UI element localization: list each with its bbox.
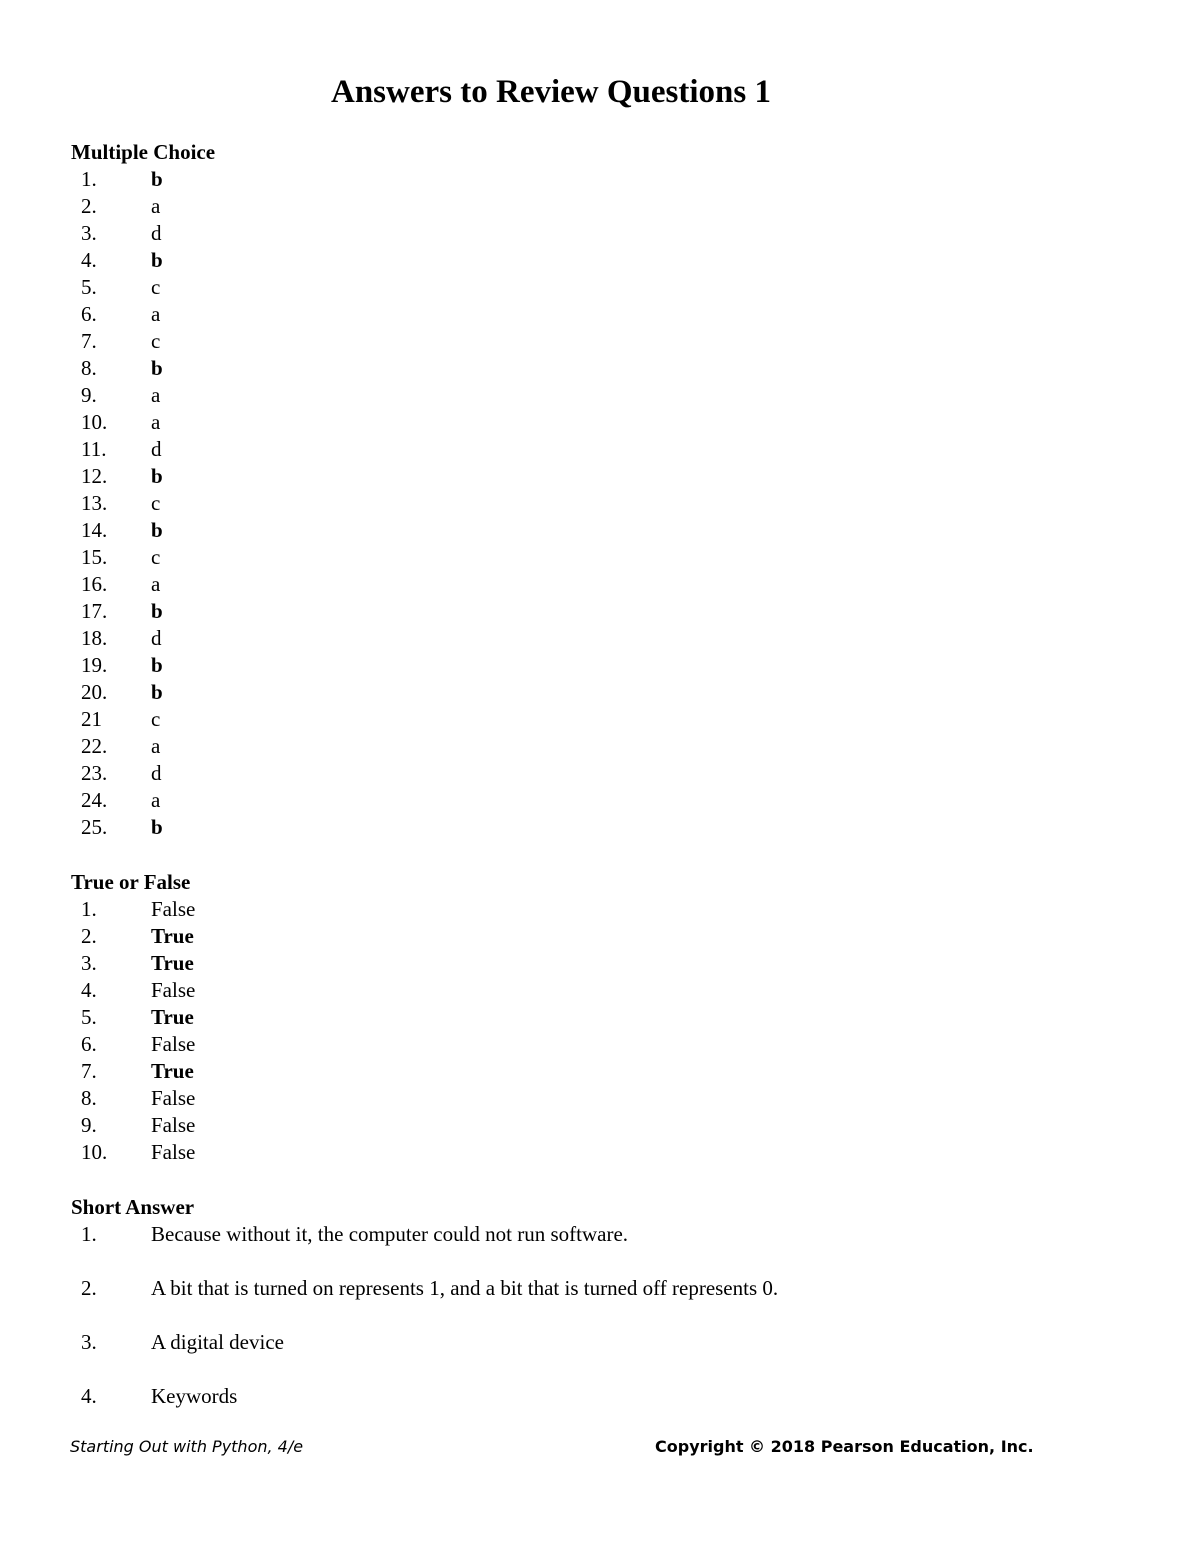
item-number: 13. <box>81 491 108 515</box>
item-answer: b <box>151 815 163 839</box>
item-answer: c <box>151 275 161 299</box>
item-number: 10. <box>81 410 108 434</box>
item-answer: True <box>151 1059 194 1083</box>
footer-copyright: Copyright © 2018 Pearson Education, Inc. <box>655 1437 1034 1456</box>
item-number: 9. <box>81 383 97 407</box>
item-number: 19. <box>81 653 108 677</box>
item-number: 10. <box>81 1140 108 1164</box>
short-answer-heading: Short Answer <box>71 1195 195 1219</box>
item-number: 1. <box>81 167 97 191</box>
footer-book-title: Starting Out with Python, 4/e <box>70 1437 304 1456</box>
item-number: 3. <box>81 221 97 245</box>
item-answer: A bit that is turned on represents 1, and a bit that is turned off represents 0. <box>151 1276 779 1300</box>
item-answer: c <box>151 329 161 353</box>
item-number: 7. <box>81 329 97 353</box>
item-number: 12. <box>81 464 108 488</box>
item-answer: True <box>151 951 194 975</box>
item-answer: d <box>151 761 162 785</box>
item-number: 3. <box>81 1330 97 1354</box>
item-number: 24. <box>81 788 108 812</box>
item-answer: b <box>151 680 163 704</box>
item-answer: a <box>151 410 161 434</box>
item-answer: b <box>151 248 163 272</box>
item-number: 16. <box>81 572 108 596</box>
item-answer: d <box>151 221 162 245</box>
item-answer: a <box>151 572 161 596</box>
item-answer: d <box>151 437 162 461</box>
item-answer: Because without it, the computer could not run software. <box>151 1222 629 1246</box>
item-answer: a <box>151 194 161 218</box>
item-answer: False <box>151 1032 196 1056</box>
item-answer: c <box>151 545 161 569</box>
item-answer: False <box>151 1086 196 1110</box>
item-number: 5. <box>81 1005 97 1029</box>
item-answer: False <box>151 978 196 1002</box>
item-answer: b <box>151 356 163 380</box>
item-answer: b <box>151 167 163 191</box>
item-answer: A digital device <box>151 1330 284 1354</box>
item-number: 9. <box>81 1113 97 1137</box>
true-false-heading: True or False <box>71 870 191 894</box>
item-number: 8. <box>81 356 97 380</box>
item-number: 15. <box>81 545 108 569</box>
item-number: 21 <box>81 707 102 731</box>
item-number: 2. <box>81 194 97 218</box>
item-answer: a <box>151 788 161 812</box>
item-answer: b <box>151 518 163 542</box>
item-number: 17. <box>81 599 108 623</box>
item-number: 4. <box>81 248 97 272</box>
item-answer: b <box>151 653 163 677</box>
multiple-choice-heading: Multiple Choice <box>71 140 216 164</box>
item-answer: False <box>151 1140 196 1164</box>
item-answer: True <box>151 924 194 948</box>
item-number: 7. <box>81 1059 97 1083</box>
item-number: 3. <box>81 951 97 975</box>
item-number: 14. <box>81 518 108 542</box>
item-number: 25. <box>81 815 108 839</box>
item-answer: a <box>151 734 161 758</box>
item-answer: True <box>151 1005 194 1029</box>
item-number: 5. <box>81 275 97 299</box>
item-number: 4. <box>81 1384 97 1408</box>
item-number: 8. <box>81 1086 97 1110</box>
item-number: 1. <box>81 1222 97 1246</box>
item-number: 11. <box>81 437 107 461</box>
item-number: 4. <box>81 978 97 1002</box>
item-number: 20. <box>81 680 108 704</box>
item-answer: False <box>151 1113 196 1137</box>
item-answer: Keywords <box>151 1384 238 1408</box>
item-answer: b <box>151 599 163 623</box>
page-title: Answers to Review Questions 1 <box>331 74 771 110</box>
item-answer: b <box>151 464 163 488</box>
item-number: 18. <box>81 626 108 650</box>
item-answer: c <box>151 707 161 731</box>
item-number: 23. <box>81 761 108 785</box>
item-number: 1. <box>81 897 97 921</box>
item-answer: False <box>151 897 196 921</box>
item-number: 2. <box>81 1276 97 1300</box>
item-number: 22. <box>81 734 108 758</box>
item-number: 6. <box>81 1032 97 1056</box>
item-answer: a <box>151 383 161 407</box>
item-answer: a <box>151 302 161 326</box>
item-number: 2. <box>81 924 97 948</box>
item-number: 6. <box>81 302 97 326</box>
item-answer: d <box>151 626 162 650</box>
item-answer: c <box>151 491 161 515</box>
